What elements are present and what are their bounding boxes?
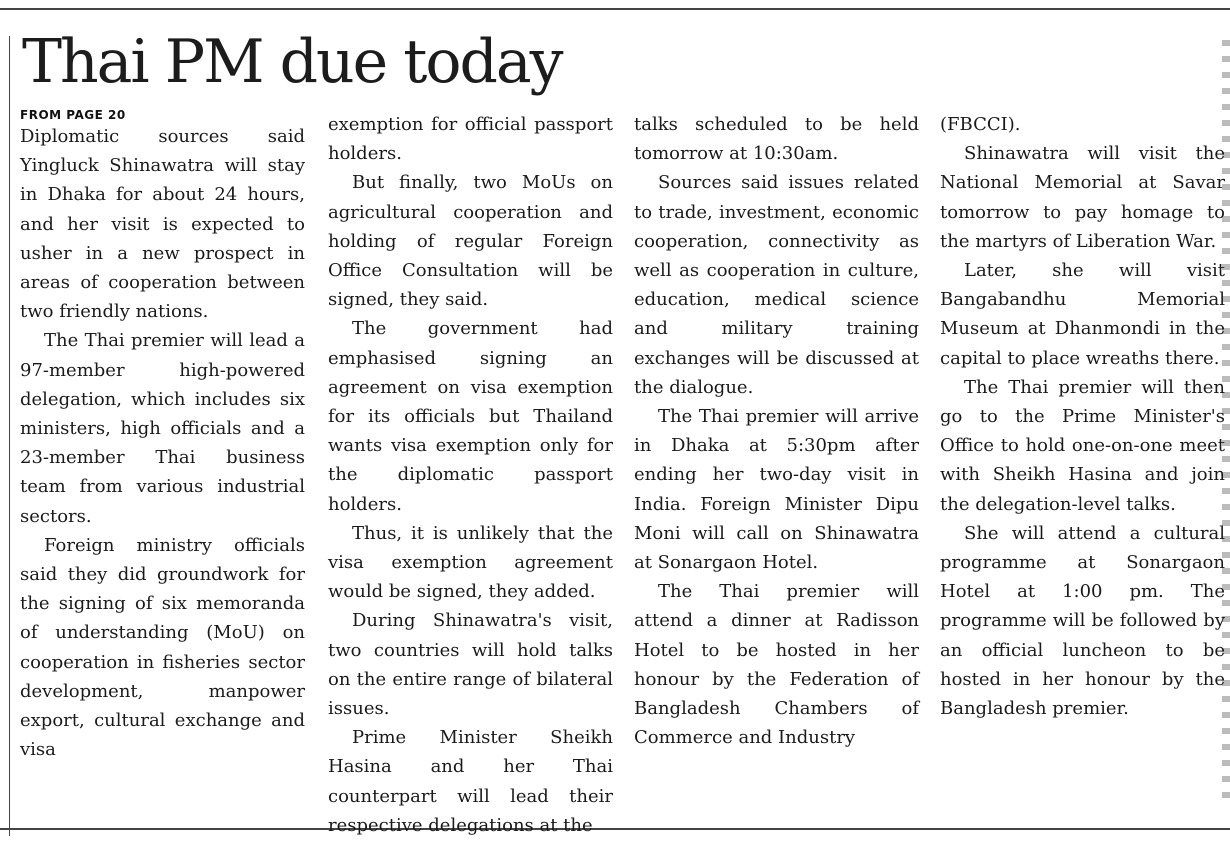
paragraph: During Shinawatra's visit, two countries will hold talks on the entire range of bilateral issues. <box>328 610 613 720</box>
paragraph: The Thai premier will attend a dinner at Radisson Hotel to be hosted in her honour by the Federation of Bangladesh Chambers of Commerce and Industry <box>634 581 919 749</box>
top-rule <box>0 8 1230 10</box>
left-column-rule <box>9 36 10 836</box>
paragraph: Later, she will visit Bangabandhu Memorial Museum at Dhanmondi in the capital to place wreaths there. <box>940 260 1225 369</box>
article-column-2 <box>328 110 613 840</box>
paragraph: But finally, two MoUs on agricultural cooperation and holding of regular Foreign Office Consultation will be signed, they said. <box>328 172 613 311</box>
paragraph: Diplomatic sources said Yingluck Shinawatra will stay in Dhaka for about 24 hours, and her visit is expected to usher in a new prospect in areas of cooperation between two friendly nations. <box>20 126 305 323</box>
paragraph: Foreign ministry officials said they did groundwork for the signing of six memoranda of understanding (MoU) on cooperation in fisheries sector development, manpower export, cultural exchange and visa <box>20 534 305 761</box>
paragraph: exemption for official passport holders. <box>328 114 613 165</box>
paragraph: The government had emphasised signing an agreement on visa exemption for its officials but Thailand wants visa exemption only for the diplomatic passport holders. <box>328 318 613 515</box>
paragraph: (FBCCI). <box>940 114 1021 135</box>
article-column-4 <box>940 110 1225 723</box>
paragraph: Sources said issues related to trade, investment, economic cooperation, connectivity as well as cooperation in culture, education, medical science and military training exchanges will be discussed at the dialogue. <box>634 172 919 398</box>
headline: Thai PM due today <box>22 27 562 97</box>
paragraph: Thus, it is unlikely that the visa exemption agreement would be signed, they added. <box>328 522 613 603</box>
paragraph: talks scheduled to be held tomorrow at 10:30am. <box>634 114 919 165</box>
paragraph: Shinawatra will visit the National Memorial at Savar tomorrow to pay homage to the martyrs of Liberation War. <box>940 143 1225 252</box>
article-column-3 <box>634 110 919 752</box>
paragraph: The Thai premier will then go to the Prime Minister's Office to hold one-on-one meet with Sheikh Hasina and join the delegation-level talks. <box>940 376 1225 515</box>
bottom-rule <box>0 828 1230 830</box>
paragraph: The Thai premier will arrive in Dhaka at 5:30pm after ending her two-day visit in India. Foreign Minister Dipu Moni will call on Shinawatra at Sonargaon Hotel. <box>634 406 919 574</box>
paragraph: She will attend a cultural programme at Sonargaon Hotel at 1:00 pm. The programme will be followed by an official luncheon to be hosted in her honour by the Bangladesh premier. <box>940 522 1225 720</box>
article-column-1 <box>20 108 305 764</box>
paragraph: Prime Minister Sheikh Hasina and her Thai counterpart will lead their respective delegations at the <box>328 727 613 836</box>
continuation-kicker: FROM PAGE 20 <box>20 108 126 122</box>
paragraph: The Thai premier will lead a 97-member high-powered delegation, which includes six ministers, high officials and a 23-member Thai business team from various industrial sectors. <box>20 330 305 527</box>
